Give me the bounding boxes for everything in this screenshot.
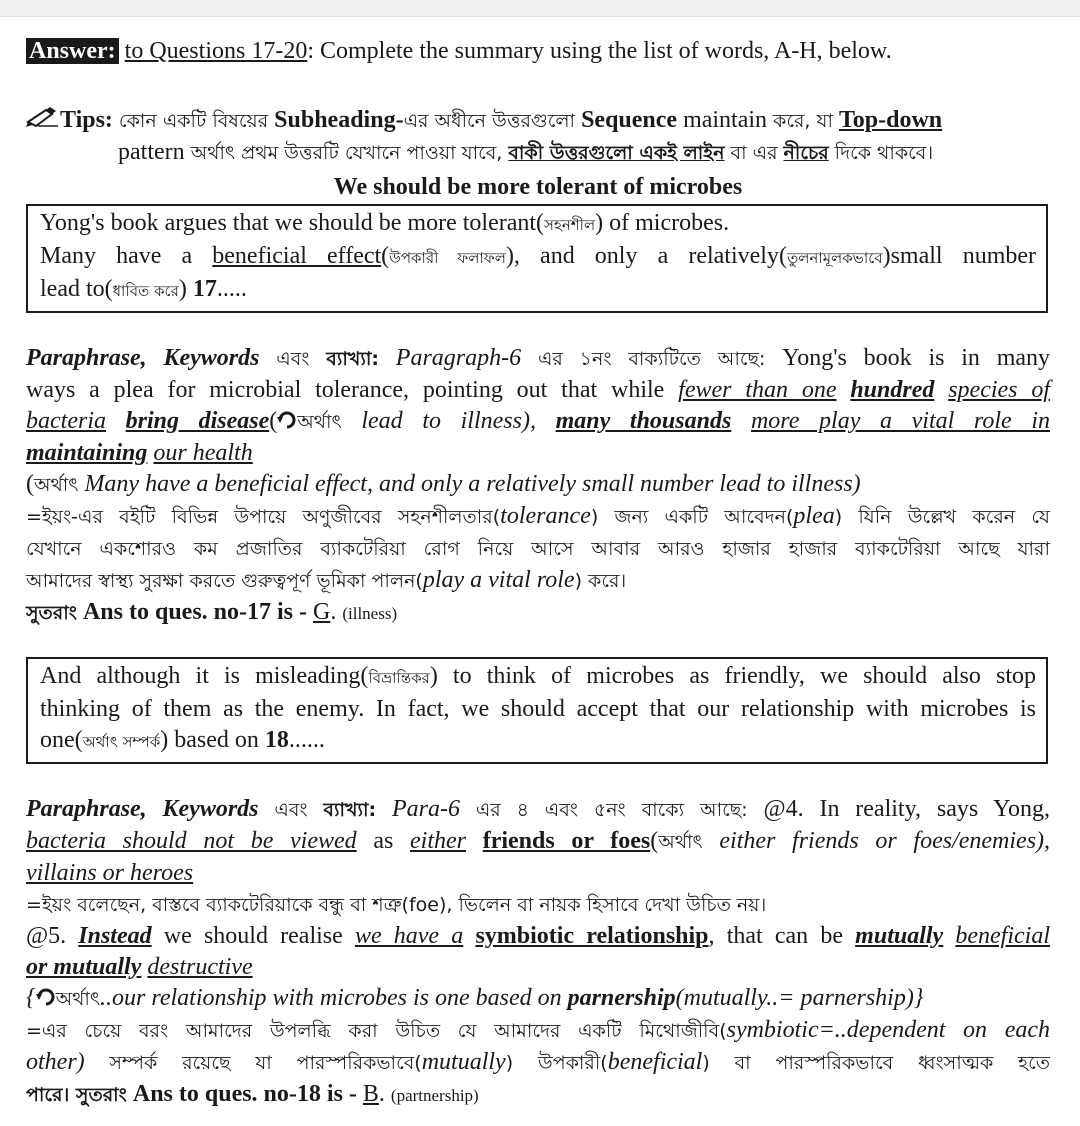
summary-text: ধাবিত করে bbox=[112, 282, 179, 300]
para-text: or mutually bbox=[26, 954, 142, 980]
tips-label: Tips: bbox=[60, 107, 113, 133]
para-line bbox=[26, 921, 1050, 952]
para-text: অর্থাৎ bbox=[297, 411, 342, 433]
para-text: (mutually..= parnership)} bbox=[675, 985, 924, 1011]
para-text: friends or foes bbox=[482, 828, 651, 854]
para-text: bacteria should not be viewed bbox=[26, 828, 357, 854]
para-line bbox=[26, 826, 1050, 858]
answer-line-17 bbox=[26, 597, 1050, 629]
para-text: ways a plea for microbial tolerance, pointing out that while bbox=[26, 377, 665, 403]
para-text: parnership bbox=[567, 985, 676, 1011]
para-text: ) উপকারী( bbox=[505, 1052, 608, 1074]
para-text: maintaining bbox=[26, 440, 148, 466]
para-text: অর্থাৎ bbox=[55, 988, 101, 1010]
tips-text: দিকে থাকবে। bbox=[834, 142, 934, 164]
paraphrase-section-18 bbox=[26, 794, 1050, 1111]
tips-text: অর্থাৎ প্রথম উত্তরটি যেখানে পাওয়া যাবে, bbox=[190, 142, 503, 164]
para-text: ( bbox=[26, 471, 34, 497]
gap-number-17: 17 bbox=[192, 276, 217, 302]
tips-text: maintain bbox=[683, 107, 768, 133]
tips-text: pattern bbox=[118, 139, 185, 165]
summary-text: বিভ্রান্তিকর bbox=[368, 669, 430, 687]
document-page bbox=[26, 36, 1050, 1111]
para-text: plea bbox=[793, 503, 835, 529]
para-text: অর্থাৎ bbox=[658, 831, 703, 853]
summary-text: Many have a bbox=[40, 243, 193, 269]
tips-text: Subheading- bbox=[274, 107, 404, 133]
para-text: @4. In reality, says Yong, bbox=[763, 796, 1051, 822]
summary-text: ) based on bbox=[160, 727, 259, 753]
para-text: সম্পর্ক রয়েছে যা পারস্পরিকভাবে( bbox=[109, 1052, 422, 1074]
summary-text: ), and only a relatively( bbox=[505, 243, 787, 269]
para-text: ..our relationship with microbes is one based on bbox=[100, 985, 562, 1011]
para-text: Ans to ques. no-17 is - bbox=[82, 599, 307, 625]
summary-text: lead to( bbox=[40, 276, 113, 302]
para-text: আমাদের স্বাস্থ্য সুরক্ষা করতে গুরুত্বপূর্ণ ভূমিকা পালন( bbox=[26, 570, 423, 592]
para-line bbox=[26, 469, 1050, 501]
paraphrase-section-17 bbox=[26, 343, 1050, 629]
summary-text: ) of microbes. bbox=[595, 210, 730, 236]
summary-box-17 bbox=[26, 204, 1048, 313]
para-text: Ans to ques. no-18 is - bbox=[132, 1081, 357, 1107]
para-line bbox=[26, 794, 1050, 826]
summary-text: ..... bbox=[216, 276, 247, 302]
answer-word-18: (partnership) bbox=[390, 1086, 479, 1105]
para-text: as bbox=[373, 828, 394, 854]
answer-line-18 bbox=[26, 1079, 1050, 1111]
tips-text: Sequence bbox=[581, 107, 678, 133]
para-text: Paraphrase, Keywords bbox=[26, 345, 260, 371]
summary-line bbox=[40, 208, 1036, 241]
summary-text: Yong's book argues that we should be more tolerant( bbox=[40, 210, 545, 236]
para-text: symbiotic relationship bbox=[475, 923, 709, 949]
para-text: we have a bbox=[354, 923, 464, 949]
answer-letter-18: B bbox=[362, 1081, 379, 1107]
gap-number-18: 18 bbox=[264, 727, 289, 753]
para-line bbox=[26, 1015, 1050, 1047]
tips-text: এর অধীনে উত্তরগুলো bbox=[403, 110, 576, 132]
instruction-text: : Complete the summary using the list of words, A-H, below. bbox=[307, 38, 892, 64]
para-text: many thousands bbox=[555, 408, 732, 434]
para-text: bacteria bbox=[26, 408, 106, 434]
para-line bbox=[26, 533, 1050, 565]
para-text: Instead bbox=[78, 923, 152, 949]
para-text: ) বা পারস্পরিকভাবে ধ্বংসাত্মক হতে bbox=[702, 1052, 1050, 1074]
para-text: fewer than one bbox=[678, 377, 837, 403]
para-text: ( bbox=[269, 408, 278, 434]
summary-text: ) to think of microbes as friendly, we should also stop bbox=[429, 663, 1036, 689]
para-text: symbiotic=..dependent on each bbox=[726, 1017, 1050, 1043]
para-text: villains or heroes bbox=[26, 860, 194, 886]
para-text: এবং bbox=[276, 348, 310, 370]
para-text: . bbox=[378, 1081, 385, 1107]
answer-header bbox=[26, 36, 1050, 67]
summary-text: অর্থাৎ সম্পর্ক bbox=[82, 733, 161, 751]
writing-hand-icon bbox=[26, 106, 60, 137]
para-text: our health bbox=[153, 440, 253, 466]
para-text: ) যিনি উল্লেখ করেন যে bbox=[834, 506, 1050, 528]
summary-text: সহনশীল bbox=[544, 216, 596, 234]
tips-text: নীচের bbox=[783, 142, 829, 164]
para-line bbox=[26, 983, 1050, 1015]
tips-line-2 bbox=[26, 137, 1050, 169]
para-text: পারে। সুতরাং bbox=[26, 1084, 127, 1106]
summary-line bbox=[40, 274, 1036, 307]
viewer-top-bar bbox=[0, 0, 1080, 17]
para-line bbox=[26, 375, 1050, 406]
answer-word-17: (illness) bbox=[342, 604, 398, 623]
para-line bbox=[26, 565, 1050, 597]
summary-line bbox=[40, 725, 1036, 758]
tips-text: কোন একটি বিষয়ের bbox=[118, 110, 269, 132]
para-text: =এর চেয়ে বরং আমাদের উপলব্ধি করা উচিত যে আমাদের একটি মিথোজীবি( bbox=[26, 1020, 727, 1042]
para-text: species of bbox=[948, 377, 1051, 403]
para-line bbox=[26, 858, 1050, 889]
para-line bbox=[26, 889, 1050, 921]
para-text: lead to illness), bbox=[361, 408, 536, 434]
para-text: Paraphrase, Keywords bbox=[26, 796, 259, 822]
para-text: tolerance bbox=[500, 503, 591, 529]
tips-text: Top-down bbox=[838, 107, 943, 133]
para-text: bring disease bbox=[125, 408, 270, 434]
para-text: এবং bbox=[274, 799, 308, 821]
answer-letter-17: G bbox=[313, 599, 331, 625]
para-text: =ইয়ং-এর বইটি বিভিন্ন উপায়ে অণুজীবের সহনশীলতার( bbox=[26, 506, 501, 528]
summary-text: thinking of them as the enemy. In fact, we should accept that our relationship with microbes is bbox=[40, 696, 1036, 722]
para-text: either friends or foes/enemies), bbox=[719, 828, 1051, 854]
tips-text: করে, যা bbox=[773, 110, 833, 132]
tips-section bbox=[26, 105, 1050, 203]
para-text: . bbox=[330, 599, 337, 625]
summary-line bbox=[40, 694, 1036, 725]
para-text: beneficial bbox=[607, 1049, 703, 1075]
para-text: hundred bbox=[850, 377, 935, 403]
para-text: more play a vital role in bbox=[750, 408, 1050, 434]
para-text: , that can be bbox=[708, 923, 843, 949]
para-line bbox=[26, 501, 1050, 533]
summary-text: ) bbox=[178, 276, 187, 302]
para-text: এর ১নং বাক্যটিতে আছে: bbox=[537, 348, 766, 370]
summary-line bbox=[40, 661, 1036, 694]
para-text: Yong's book is in many bbox=[782, 345, 1051, 371]
para-text: we should realise bbox=[163, 923, 343, 949]
para-line bbox=[26, 952, 1050, 983]
para-text: সুতরাং bbox=[26, 602, 77, 624]
para-text: { bbox=[26, 985, 36, 1011]
para-text: destructive bbox=[147, 954, 253, 980]
arrow-icon bbox=[36, 984, 56, 1015]
arrow-icon bbox=[277, 407, 297, 438]
para-text: ব্যাখ্যা: bbox=[326, 348, 379, 370]
summary-text: উপকারী ফলাফল bbox=[389, 249, 506, 267]
summary-text: তুলনামূলকভাবে bbox=[786, 249, 883, 267]
tips-line-1 bbox=[26, 105, 1050, 137]
para-line bbox=[26, 343, 1050, 375]
para-text: =ইয়ং বলেছেন, বাস্তবে ব্যাকটেরিয়াকে বন্ধু বা শত্রু(foe), ভিলেন বা নায়ক হিসাবে দেখা উচিত নয়। bbox=[26, 894, 767, 916]
summary-line bbox=[40, 241, 1036, 274]
para-text: ব্যাখ্যা: bbox=[323, 799, 377, 821]
section-heading: We should be more tolerant of microbes bbox=[333, 174, 743, 200]
tips-text: বাকী উত্তরগুলো একই লাইন bbox=[508, 142, 725, 164]
questions-ref: to Questions 17-20 bbox=[124, 38, 308, 64]
para-text: ( bbox=[650, 828, 659, 854]
summary-text: )small number bbox=[882, 243, 1037, 269]
para-text: @5. bbox=[26, 923, 67, 949]
answer-tag: Answer: bbox=[26, 38, 119, 64]
para-text: beneficial bbox=[955, 923, 1051, 949]
para-text: play a vital role bbox=[422, 567, 575, 593]
para-text: ) করে। bbox=[574, 570, 627, 592]
summary-text: one( bbox=[40, 727, 83, 753]
para-text: ) জন্য একটি আবেদন( bbox=[590, 506, 794, 528]
para-text: mutually bbox=[421, 1049, 506, 1075]
summary-text: ( bbox=[381, 243, 390, 269]
summary-text: beneficial effect bbox=[212, 243, 382, 269]
para-line bbox=[26, 438, 1050, 469]
para-text: Paragraph-6 bbox=[395, 345, 522, 371]
para-text: Many have a beneficial effect, and only a relatively small number lead to illness) bbox=[84, 471, 861, 497]
para-text: other) bbox=[26, 1049, 85, 1075]
para-text: mutually bbox=[855, 923, 944, 949]
para-text: Para-6 bbox=[391, 796, 460, 822]
para-line bbox=[26, 406, 1050, 438]
summary-box-18 bbox=[26, 657, 1048, 764]
para-line bbox=[26, 1047, 1050, 1079]
summary-text: ...... bbox=[288, 727, 325, 753]
para-text: এর ৪ এবং ৫নং বাক্যে আছে: bbox=[475, 799, 748, 821]
tips-text: বা এর bbox=[730, 142, 778, 164]
para-text: either bbox=[410, 828, 467, 854]
para-text: অর্থাৎ bbox=[34, 474, 79, 496]
para-text: যেখানে একশোরও কম প্রজাতির ব্যাকটেরিয়া রোগ নিয়ে আসে আবার আরও হাজার হাজার ব্যাকটেরিয়া আছে যারা bbox=[26, 538, 1050, 560]
summary-text: And although it is misleading( bbox=[40, 663, 369, 689]
